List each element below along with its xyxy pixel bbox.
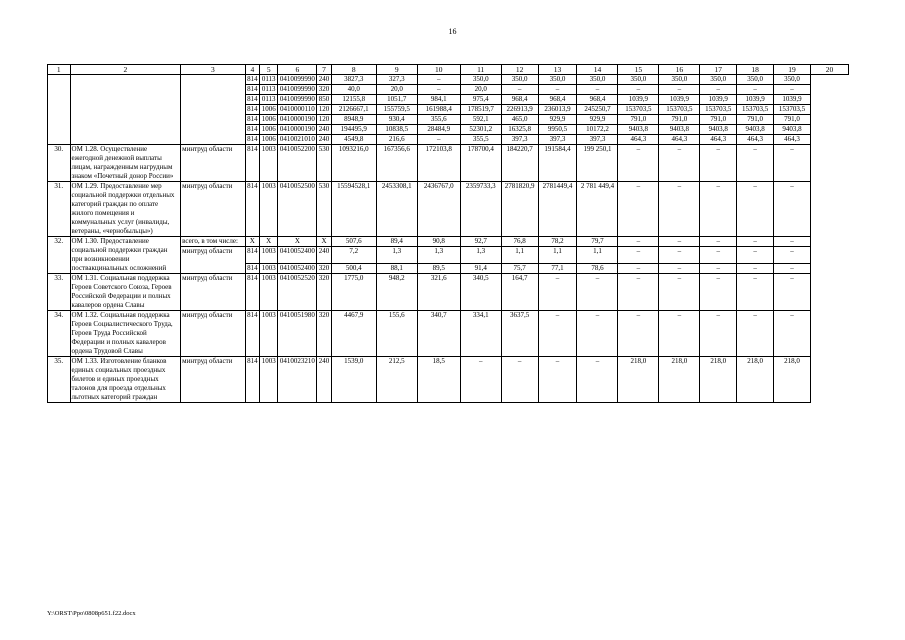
table-cell: 226913,9 bbox=[501, 105, 538, 115]
table-cell: 984,1 bbox=[417, 95, 460, 105]
table-cell: 89,4 bbox=[376, 237, 417, 247]
table-cell: – bbox=[501, 357, 538, 403]
table-cell: 15594528,1 bbox=[331, 182, 376, 237]
table-cell: 814 bbox=[245, 247, 259, 264]
empty-cell bbox=[48, 75, 71, 145]
event-name: ОМ 1.28. Осуществление ежегодной денежной выплаты лицам, награжденным нагрудным знаком «Почетный донор России» bbox=[70, 145, 181, 182]
table-cell: 3637,5 bbox=[501, 311, 538, 357]
empty-cell bbox=[70, 75, 181, 145]
table-cell: 1,3 bbox=[376, 247, 417, 264]
event-number: 34. bbox=[48, 311, 71, 357]
event-row bbox=[48, 145, 849, 182]
table-cell: 1006 bbox=[259, 135, 277, 145]
event-row bbox=[48, 311, 849, 357]
column-number: 8 bbox=[331, 65, 376, 75]
table-cell: 930,4 bbox=[376, 115, 417, 125]
table-cell: 153703,5 bbox=[774, 105, 811, 115]
table-cell: 320 bbox=[318, 264, 330, 272]
table-cell: 191584,4 bbox=[538, 145, 577, 182]
table-cell: – bbox=[577, 274, 618, 311]
table-cell: 0410000190 bbox=[279, 115, 315, 123]
table-cell: – bbox=[774, 182, 811, 237]
table-cell: 1039,9 bbox=[737, 95, 774, 105]
column-number: 18 bbox=[737, 65, 774, 75]
table-cell: 0113 bbox=[259, 85, 277, 95]
table-cell: 218,0 bbox=[618, 357, 659, 403]
table-cell: 20,0 bbox=[460, 85, 501, 95]
table-cell: – bbox=[700, 145, 737, 182]
table-cell: 178700,4 bbox=[460, 145, 501, 182]
table-cell: – bbox=[659, 85, 700, 95]
column-number: 15 bbox=[618, 65, 659, 75]
table-cell: – bbox=[659, 182, 700, 237]
table-cell: – bbox=[700, 182, 737, 237]
table-cell: 9403,8 bbox=[737, 125, 774, 135]
column-number: 4 bbox=[245, 65, 259, 75]
table-cell: 240 bbox=[318, 135, 330, 143]
footer-file-path: Y:\ORST\Ppo\0808p651.f22.docx bbox=[47, 610, 136, 617]
table-cell: 2781820,9 bbox=[501, 182, 538, 237]
table-cell: – bbox=[737, 264, 774, 274]
table-cell: 212,5 bbox=[376, 357, 417, 403]
column-number: 16 bbox=[659, 65, 700, 75]
table-cell: 592,1 bbox=[460, 115, 501, 125]
event-name: ОМ 1.31. Социальная поддержка Героев Советского Союза, Героев Российской Федерации и полных кавалеров ордена Славы bbox=[70, 274, 181, 311]
event-number: 31. bbox=[48, 182, 71, 237]
event-number: 35. bbox=[48, 357, 71, 403]
table-cell: 814 bbox=[247, 125, 258, 133]
table-cell: – bbox=[618, 182, 659, 237]
event-name: ОМ 1.30. Предоставление социальной поддержки граждан при возникновении поствакцинальных осложнений bbox=[70, 237, 181, 274]
table-cell: 75,7 bbox=[501, 264, 538, 274]
table-cell: 89,5 bbox=[417, 264, 460, 274]
table-cell: – bbox=[618, 85, 659, 95]
table-cell: 0410052200 bbox=[278, 145, 317, 182]
empty-cell bbox=[181, 75, 246, 145]
table-cell: Х bbox=[317, 237, 331, 247]
table-cell: 355,5 bbox=[460, 135, 501, 145]
table-cell: 78,2 bbox=[538, 237, 577, 247]
table-cell: 791,0 bbox=[659, 115, 700, 125]
table-cell: 350,0 bbox=[538, 75, 577, 85]
table-cell: – bbox=[460, 357, 501, 403]
table-cell: – bbox=[659, 264, 700, 274]
table-cell: – bbox=[538, 85, 577, 95]
table-cell: 7,2 bbox=[331, 247, 376, 264]
table-cell: – bbox=[538, 274, 577, 311]
table-cell: 4467,9 bbox=[331, 311, 376, 357]
table-cell: 28484,9 bbox=[417, 125, 460, 135]
table-cell: 968,4 bbox=[577, 95, 618, 105]
table-cell: 10838,5 bbox=[376, 125, 417, 135]
table-cell: 40,0 bbox=[331, 85, 376, 95]
table-cell: 92,7 bbox=[460, 237, 501, 247]
table-cell: 929,9 bbox=[577, 115, 618, 125]
table-cell: – bbox=[538, 357, 577, 403]
table-cell: 1003 bbox=[259, 264, 277, 274]
table-cell: 9403,8 bbox=[618, 125, 659, 135]
table-cell: 814 bbox=[247, 264, 258, 272]
table-cell: 350,0 bbox=[774, 75, 811, 85]
table-cell: 153703,5 bbox=[700, 105, 737, 115]
column-number: 12 bbox=[501, 65, 538, 75]
table-cell: 464,3 bbox=[700, 135, 737, 145]
table-cell: – bbox=[774, 264, 811, 274]
table-cell: 240 bbox=[318, 125, 330, 133]
table-cell: 164,7 bbox=[501, 274, 538, 311]
event-number: 30. bbox=[48, 145, 71, 182]
column-number: 9 bbox=[376, 65, 417, 75]
table-cell: – bbox=[700, 247, 737, 264]
table-cell: 464,3 bbox=[774, 135, 811, 145]
table-cell: 153703,5 bbox=[737, 105, 774, 115]
table-cell: 948,2 bbox=[376, 274, 417, 311]
column-number: 20 bbox=[810, 65, 848, 75]
table-cell: 218,0 bbox=[659, 357, 700, 403]
table-cell: 1006 bbox=[259, 125, 277, 135]
table-cell: – bbox=[737, 274, 774, 311]
table-cell: 172103,8 bbox=[417, 145, 460, 182]
column-number: 1 bbox=[48, 65, 71, 75]
event-row bbox=[48, 357, 849, 403]
table-cell: 814 bbox=[247, 95, 258, 103]
column-number: 17 bbox=[700, 65, 737, 75]
table-cell: 161988,4 bbox=[417, 105, 460, 115]
table-cell: – bbox=[659, 311, 700, 357]
table-cell: 320 bbox=[318, 85, 330, 93]
table-cell: Х bbox=[245, 237, 259, 247]
event-number: 33. bbox=[48, 274, 71, 311]
continuation-row bbox=[48, 75, 849, 85]
table-cell: 850 bbox=[318, 95, 330, 103]
table-cell: 397,3 bbox=[577, 135, 618, 145]
table-cell: 155,6 bbox=[376, 311, 417, 357]
event-executor: минтруд области bbox=[181, 311, 246, 357]
table-cell: 0410023210 bbox=[278, 357, 317, 403]
table-cell: 78,6 bbox=[577, 264, 618, 274]
table-cell: 814 bbox=[245, 311, 259, 357]
table-cell: 320 bbox=[317, 311, 331, 357]
event-number: 32. bbox=[48, 237, 71, 274]
table-cell: 9403,8 bbox=[659, 125, 700, 135]
table-cell: 1,3 bbox=[417, 247, 460, 264]
table-cell: 0410099990 bbox=[279, 85, 315, 93]
table-cell: – bbox=[700, 311, 737, 357]
table-cell: 814 bbox=[245, 357, 259, 403]
table-cell: 240 bbox=[317, 357, 331, 403]
table-cell: 0113 bbox=[259, 75, 277, 85]
table-cell: 1539,0 bbox=[331, 357, 376, 403]
table-cell: 0410052520 bbox=[278, 274, 317, 311]
column-number: 5 bbox=[259, 65, 277, 75]
table-cell: 1003 bbox=[259, 247, 277, 264]
table-cell: 1039,9 bbox=[774, 95, 811, 105]
table-cell: 814 bbox=[247, 75, 258, 83]
table-cell: 16325,8 bbox=[501, 125, 538, 135]
table-cell: – bbox=[774, 145, 811, 182]
table-cell: 153703,5 bbox=[618, 105, 659, 115]
table-cell: 0410051980 bbox=[278, 311, 317, 357]
table-cell: 327,3 bbox=[376, 75, 417, 85]
table-cell: 350,0 bbox=[700, 75, 737, 85]
column-number: 10 bbox=[417, 65, 460, 75]
table-cell: – bbox=[737, 145, 774, 182]
table-cell: 1003 bbox=[259, 274, 277, 311]
table-cell: 355,6 bbox=[417, 115, 460, 125]
table-cell: 245250,7 bbox=[577, 105, 618, 115]
table-cell: – bbox=[618, 311, 659, 357]
table-cell: 120 bbox=[318, 115, 330, 123]
table-cell: 52301,2 bbox=[460, 125, 501, 135]
table-cell: 184220,7 bbox=[501, 145, 538, 182]
table-cell: 791,0 bbox=[737, 115, 774, 125]
table-cell: 968,4 bbox=[538, 95, 577, 105]
table-cell: 465,0 bbox=[501, 115, 538, 125]
table-cell: 320 bbox=[317, 274, 331, 311]
table-cell: – bbox=[501, 85, 538, 95]
table-cell: 9950,5 bbox=[538, 125, 577, 135]
table-cell: 968,4 bbox=[501, 95, 538, 105]
table-cell: 88,1 bbox=[376, 264, 417, 274]
event-executor: минтруд области bbox=[181, 357, 246, 403]
table-cell: 500,4 bbox=[331, 264, 376, 274]
table-cell: – bbox=[618, 237, 659, 247]
table-cell: 1039,9 bbox=[659, 95, 700, 105]
table-cell: 350,0 bbox=[618, 75, 659, 85]
table-cell: – bbox=[417, 75, 460, 85]
table-cell: 791,0 bbox=[618, 115, 659, 125]
table-cell: – bbox=[417, 135, 460, 145]
event-executor: минтруд области bbox=[181, 182, 246, 237]
table-cell: 814 bbox=[245, 182, 259, 237]
table-cell: 0410000190 bbox=[279, 125, 315, 133]
column-number: 19 bbox=[774, 65, 811, 75]
table-cell: – bbox=[577, 311, 618, 357]
table-cell: 1006 bbox=[259, 105, 277, 115]
table-cell: 334,1 bbox=[460, 311, 501, 357]
table-cell: – bbox=[737, 311, 774, 357]
event-executor: всего, в том числе: bbox=[181, 237, 246, 247]
table-cell: 1003 bbox=[259, 357, 277, 403]
table-cell: Х bbox=[278, 237, 317, 247]
table-cell: 0410099990 bbox=[279, 75, 315, 83]
table-cell: 90,8 bbox=[417, 237, 460, 247]
header-row bbox=[48, 65, 849, 75]
table-cell: 1006 bbox=[259, 115, 277, 125]
table-cell: 10172,2 bbox=[577, 125, 618, 135]
table-cell: 1039,9 bbox=[618, 95, 659, 105]
table-cell: 0410052400 bbox=[278, 247, 317, 264]
table-cell: – bbox=[659, 247, 700, 264]
table-cell: – bbox=[737, 237, 774, 247]
table-cell: 1,1 bbox=[538, 247, 577, 264]
table-cell: – bbox=[618, 247, 659, 264]
table-cell: – bbox=[618, 145, 659, 182]
table-cell: 814 bbox=[247, 105, 258, 113]
column-number: 13 bbox=[538, 65, 577, 75]
table-cell: 397,3 bbox=[501, 135, 538, 145]
event-executor: минтруд области bbox=[181, 274, 246, 311]
table-cell: 321,6 bbox=[417, 274, 460, 311]
table-cell: – bbox=[700, 264, 737, 274]
table-cell: 340,5 bbox=[460, 274, 501, 311]
table-cell: 79,7 bbox=[577, 237, 618, 247]
column-number: 2 bbox=[70, 65, 181, 75]
table-cell: 1003 bbox=[259, 182, 277, 237]
table-cell: 199 250,1 bbox=[577, 145, 618, 182]
table-cell: 464,3 bbox=[737, 135, 774, 145]
table-cell: – bbox=[774, 85, 811, 95]
column-number: 3 bbox=[181, 65, 246, 75]
table-cell: 791,0 bbox=[774, 115, 811, 125]
table-cell: 2436767,0 bbox=[417, 182, 460, 237]
table-cell: – bbox=[618, 264, 659, 274]
table-cell: 1003 bbox=[259, 145, 277, 182]
table-cell: 8948,9 bbox=[331, 115, 376, 125]
table-cell: 153703,5 bbox=[659, 105, 700, 115]
table-cell: 350,0 bbox=[460, 75, 501, 85]
table-cell: 340,7 bbox=[417, 311, 460, 357]
table-cell: 1039,9 bbox=[700, 95, 737, 105]
table-cell: 0410021010 bbox=[279, 135, 315, 143]
table-cell: – bbox=[774, 311, 811, 357]
page-number: 16 bbox=[448, 27, 457, 36]
table-cell: 350,0 bbox=[501, 75, 538, 85]
table-cell: 814 bbox=[247, 135, 258, 143]
table-cell: 814 bbox=[245, 145, 259, 182]
table-cell: 76,8 bbox=[501, 237, 538, 247]
column-number: 14 bbox=[577, 65, 618, 75]
table-cell: 350,0 bbox=[737, 75, 774, 85]
table-cell: 929,9 bbox=[538, 115, 577, 125]
event-executor: минтруд области bbox=[181, 145, 246, 182]
table-cell: 397,3 bbox=[538, 135, 577, 145]
table-cell: 178519,7 bbox=[460, 105, 501, 115]
table-cell: 9403,8 bbox=[774, 125, 811, 135]
table-cell: 216,6 bbox=[376, 135, 417, 145]
table-cell: 0410099990 bbox=[279, 95, 315, 103]
table-cell: Х bbox=[259, 237, 277, 247]
table-cell: 120 bbox=[318, 105, 330, 113]
table-cell: – bbox=[577, 357, 618, 403]
table-cell: 1051,7 bbox=[376, 95, 417, 105]
table-cell: 218,0 bbox=[774, 357, 811, 403]
table-cell: 814 bbox=[247, 115, 258, 123]
event-row bbox=[48, 237, 849, 247]
table-cell: – bbox=[737, 247, 774, 264]
table-cell: 1775,0 bbox=[331, 274, 376, 311]
event-row bbox=[48, 274, 849, 311]
table-cell: 2453308,1 bbox=[376, 182, 417, 237]
column-number: 11 bbox=[460, 65, 501, 75]
table-cell: 4549,8 bbox=[331, 135, 376, 145]
table-cell: 350,0 bbox=[659, 75, 700, 85]
table-cell: 1,3 bbox=[460, 247, 501, 264]
table-cell: 77,1 bbox=[538, 264, 577, 274]
table-cell: 814 bbox=[247, 85, 258, 93]
table-cell: 2359733,3 bbox=[460, 182, 501, 237]
budget-table bbox=[47, 64, 849, 403]
table-cell: 464,3 bbox=[659, 135, 700, 145]
table-cell: 350,0 bbox=[577, 75, 618, 85]
event-name: ОМ 1.33. Изготовление бланков единых социальных проездных билетов и единых проездных талонов для проезда отдельных льготных категорий граждан bbox=[70, 357, 181, 403]
table-cell: 155759,5 bbox=[376, 105, 417, 115]
column-number: 6 bbox=[278, 65, 317, 75]
table-cell: 1003 bbox=[259, 311, 277, 357]
table-cell: – bbox=[700, 85, 737, 95]
table-cell: 0113 bbox=[259, 95, 277, 105]
table-cell: – bbox=[659, 237, 700, 247]
table-cell: 218,0 bbox=[700, 357, 737, 403]
table-cell: 240 bbox=[318, 75, 330, 83]
table-cell: – bbox=[737, 85, 774, 95]
table-cell: 791,0 bbox=[700, 115, 737, 125]
table-cell: 1,1 bbox=[577, 247, 618, 264]
table-cell: 91,4 bbox=[460, 264, 501, 274]
table-cell: 507,6 bbox=[331, 237, 376, 247]
table-cell: 2126667,1 bbox=[331, 105, 376, 115]
table-cell: – bbox=[417, 85, 460, 95]
table-cell: 0410052500 bbox=[278, 182, 317, 237]
table-cell: – bbox=[659, 145, 700, 182]
table-cell: 236013,9 bbox=[538, 105, 577, 115]
table-cell: – bbox=[700, 237, 737, 247]
table-cell: 814 bbox=[245, 274, 259, 311]
table-cell: 12155,8 bbox=[331, 95, 376, 105]
table-cell: – bbox=[774, 247, 811, 264]
table-cell: 167356,6 bbox=[376, 145, 417, 182]
table-cell: 18,5 bbox=[417, 357, 460, 403]
table-cell: – bbox=[700, 274, 737, 311]
table-cell: 530 bbox=[317, 182, 331, 237]
table-cell: – bbox=[774, 237, 811, 247]
table-cell: 1093216,0 bbox=[331, 145, 376, 182]
event-executor: минтруд области bbox=[181, 247, 246, 274]
table-cell: 2 781 449,4 bbox=[577, 182, 618, 237]
event-row bbox=[48, 182, 849, 237]
table-cell: – bbox=[659, 274, 700, 311]
column-number: 7 bbox=[317, 65, 331, 75]
table-cell: – bbox=[538, 311, 577, 357]
table-cell: 240 bbox=[317, 247, 331, 264]
event-name: ОМ 1.29. Предоставление мер социальной поддержки отдельных категорий граждан по оплате жилого помещения и коммунальных услуг (инвалиды, ветераны, «чернобыльцы») bbox=[70, 182, 181, 237]
table-cell: – bbox=[577, 85, 618, 95]
table-cell: 9403,8 bbox=[700, 125, 737, 135]
table-cell: – bbox=[618, 274, 659, 311]
table-cell: 530 bbox=[317, 145, 331, 182]
table-cell: 218,0 bbox=[737, 357, 774, 403]
table-cell: 975,4 bbox=[460, 95, 501, 105]
table-cell: – bbox=[774, 274, 811, 311]
table-cell: 20,0 bbox=[376, 85, 417, 95]
table-cell: 3827,3 bbox=[331, 75, 376, 85]
table-cell: 0410000110 bbox=[278, 105, 317, 115]
table-cell: 1,1 bbox=[501, 247, 538, 264]
table-cell: 464,3 bbox=[618, 135, 659, 145]
table-cell: 194495,9 bbox=[331, 125, 376, 135]
table-cell: 0410052400 bbox=[279, 264, 315, 272]
table-cell: – bbox=[737, 182, 774, 237]
table-cell: 2781449,4 bbox=[538, 182, 577, 237]
event-name: ОМ 1.32. Социальная поддержка Героев Социалистического Труда, Героев Труда Российской Федерации и полных кавалеров ордена Трудовой Славы bbox=[70, 311, 181, 357]
